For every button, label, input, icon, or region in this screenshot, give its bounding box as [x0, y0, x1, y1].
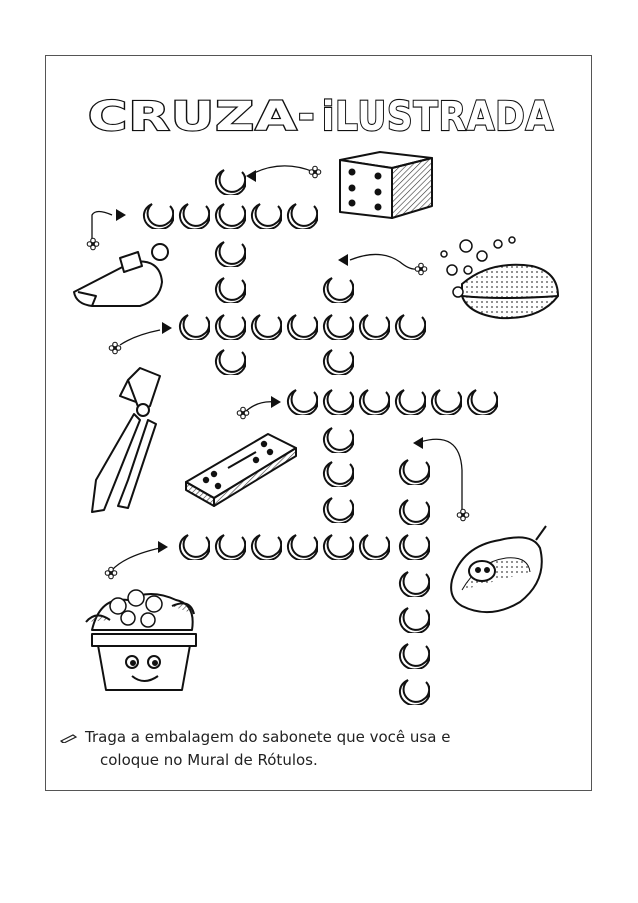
crossword-cell: [360, 535, 390, 560]
crossword-cell: [252, 535, 282, 560]
crossword-cell: [400, 572, 430, 597]
crossword-cell: [252, 315, 282, 340]
arrow-avocado: [420, 439, 462, 510]
avocado-icon: [451, 526, 546, 612]
instruction-text-2: coloque no Mural de Rótulos.: [100, 751, 318, 769]
crossword-cell: [360, 315, 390, 340]
title-right: iLUSTRADA: [322, 94, 554, 140]
crossword-grid: [144, 170, 498, 705]
crossword-cell: [180, 535, 210, 560]
instruction-line-2: [100, 751, 318, 769]
crossword-cell: [216, 350, 246, 375]
crossword-cell: [400, 680, 430, 705]
arrow-flower: [112, 548, 160, 570]
crossword-cell: [324, 390, 354, 415]
instruction-text-1: Traga a embalagem do sabonete que você usa e: [85, 728, 451, 746]
crossword-cell: [324, 428, 354, 453]
flower-icon: [415, 263, 427, 275]
crossword-cell: [180, 204, 210, 229]
flower-pot-icon: [86, 590, 196, 690]
flower-icon: [109, 342, 121, 354]
arrow-pliers: [120, 330, 160, 345]
pliers-icon: [92, 368, 160, 512]
crossword-cell: [400, 644, 430, 669]
crossword-cell: [400, 608, 430, 633]
crossword-cell: [400, 500, 430, 525]
crossword-cell: [288, 390, 318, 415]
crossword-cell: [216, 204, 246, 229]
arrow-whistle: [92, 212, 112, 241]
worksheet-title: [88, 92, 554, 140]
crossword-cell: [288, 315, 318, 340]
domino-icon: [186, 434, 296, 506]
pencil-icon: [60, 733, 78, 743]
flower-icon: [87, 238, 99, 250]
crossword-cell: [180, 315, 210, 340]
soap-icon: [441, 237, 558, 318]
flower-icon: [309, 166, 321, 178]
dice-icon: [340, 152, 432, 218]
crossword-cell: [216, 242, 246, 267]
title-left: CRUZA: [88, 94, 298, 140]
crossword-cell: [324, 278, 354, 303]
crossword-cell: [396, 315, 426, 340]
crossword-cell: [288, 535, 318, 560]
arrow-domino: [245, 402, 275, 412]
crossword-cell: [324, 350, 354, 375]
crossword-cell: [216, 535, 246, 560]
flower-icon: [237, 407, 249, 419]
crossword-cell: [144, 204, 174, 229]
arrow-soap: [350, 254, 420, 269]
flower-icon: [457, 509, 469, 521]
crossword-cell: [324, 462, 354, 487]
crossword-cell: [252, 204, 282, 229]
crossword-cell: [396, 390, 426, 415]
crossword-cell: [324, 315, 354, 340]
title-dash: -: [298, 92, 316, 138]
crossword-cell: [432, 390, 462, 415]
crossword-cell: [360, 390, 390, 415]
crossword-cell: [216, 278, 246, 303]
whistle-icon: [74, 244, 168, 306]
crossword-cell: [400, 535, 430, 560]
crossword-cell: [288, 204, 318, 229]
flower-icon: [105, 567, 117, 579]
crossword-cell: [216, 170, 246, 195]
crossword-cell: [216, 315, 246, 340]
arrow-dice: [248, 166, 314, 176]
crossword-cell: [324, 535, 354, 560]
crossword-cell: [400, 460, 430, 485]
crossword-cell: [324, 498, 354, 523]
instruction-line-1: [60, 728, 450, 746]
crossword-cell: [468, 390, 498, 415]
